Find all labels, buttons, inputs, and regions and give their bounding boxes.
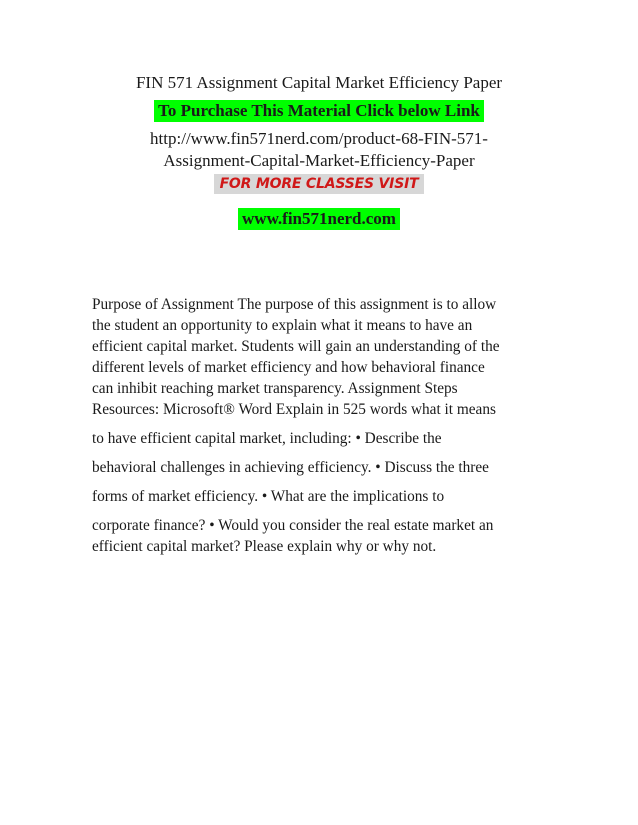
body-line: efficient capital market. Students will gain an understanding of the [92, 338, 500, 355]
more-classes-banner [0, 172, 638, 194]
body-line: Purpose of Assignment The purpose of this assignment is to allow [92, 296, 497, 313]
product-url-line-1[interactable]: http://www.fin571nerd.com/product-68-FIN-571- [150, 129, 488, 148]
body-line: efficient capital market? Please explain why or why not. [92, 538, 437, 555]
body-line: to have efficient capital market, including: • Describe the [92, 430, 442, 447]
site-link[interactable]: www.fin571nerd.com [238, 208, 400, 230]
purchase-instruction [0, 100, 638, 122]
document-title: FIN 571 Assignment Capital Market Efficiency Paper [135, 73, 503, 92]
body-line: the student an opportunity to explain what it means to have an [92, 317, 473, 334]
body-line: behavioral challenges in achieving efficiency. • Discuss the three [92, 459, 489, 476]
purchase-link-text: To Purchase This Material Click below Link [154, 100, 484, 122]
document-header [0, 72, 638, 230]
body-line: forms of market efficiency. • What are the implications to [92, 488, 445, 505]
body-line: Resources: Microsoft® Word Explain in 525 words what it means [92, 401, 496, 418]
assignment-body [92, 294, 547, 557]
product-url-line-2[interactable]: Assignment-Capital-Market-Efficiency-Paper [163, 151, 475, 170]
body-line: different levels of market efficiency and how behavioral finance [92, 359, 485, 376]
body-line: corporate finance? • Would you consider the real estate market an [92, 517, 494, 534]
more-classes-text: FOR MORE CLASSES VISIT [214, 174, 425, 194]
body-line: can inhibit reaching market transparency. Assignment Steps [92, 380, 458, 397]
site-link-wrap [0, 208, 638, 230]
